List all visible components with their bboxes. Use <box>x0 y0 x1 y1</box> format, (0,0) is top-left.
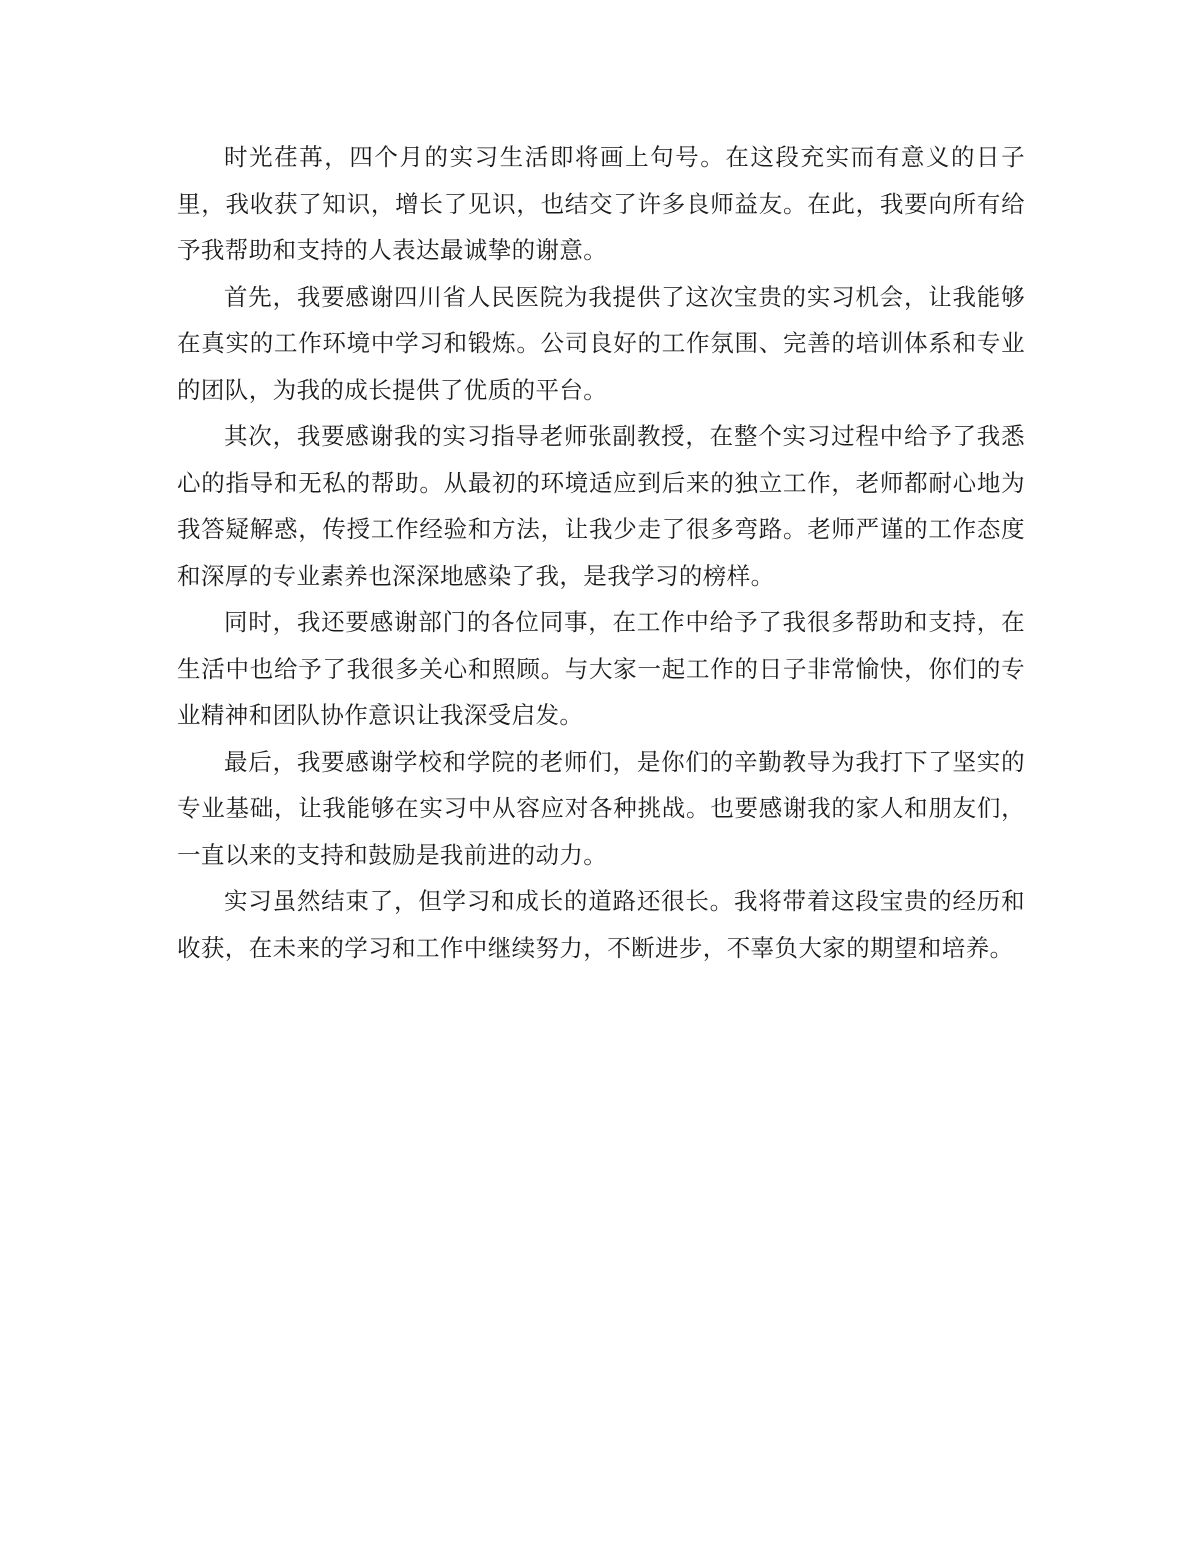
paragraph-closing: 实习虽然结束了，但学习和成长的道路还很长。我将带着这段宝贵的经历和收获，在未来的学习和工作中继续努力，不断进步，不辜负大家的期望和培养。 <box>177 887 1025 962</box>
document-body <box>177 134 1025 971</box>
paragraph-thanks-mentor: 其次，我要感谢我的实习指导老师张副教授，在整个实习过程中给予了我悉心的指导和无私的帮助。从最初的环境适应到后来的独立工作，老师都耐心地为我答疑解惑，传授工作经验和方法，让我少走了很多弯路。老师严谨的工作态度和深厚的专业素养也深深地感染了我，是我学习的榜样。 <box>177 422 1025 590</box>
paragraph-thanks-colleagues: 同时，我还要感谢部门的各位同事，在工作中给予了我很多帮助和支持，在生活中也给予了我很多关心和照顾。与大家一起工作的日子非常愉快，你们的专业精神和团队协作意识让我深受启发。 <box>177 608 1025 729</box>
paragraph-thanks-school-family: 最后，我要感谢学校和学院的老师们，是你们的辛勤教导为我打下了坚实的专业基础，让我能够在实习中从容应对各种挑战。也要感谢我的家人和朋友们，一直以来的支持和鼓励是我前进的动力。 <box>177 747 1025 869</box>
paragraph-opening: 时光荏苒，四个月的实习生活即将画上句号。在这段充实而有意义的日子里，我收获了知识，增长了见识，也结交了许多良师益友。在此，我要向所有给予我帮助和支持的人表达最诚挚的谢意。 <box>177 143 1025 264</box>
paragraph-thanks-hospital: 首先，我要感谢四川省人民医院为我提供了这次宝贵的实习机会，让我能够在真实的工作环境中学习和锻炼。公司良好的工作氛围、完善的培训体系和专业的团队，为我的成长提供了优质的平台。 <box>177 282 1025 404</box>
